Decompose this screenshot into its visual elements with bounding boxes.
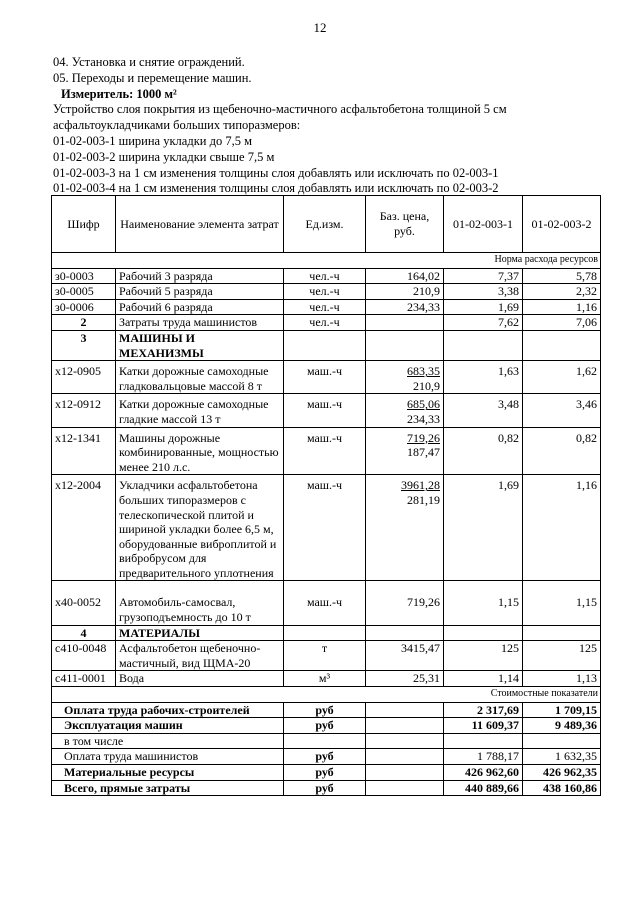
section-code: 4 (52, 625, 116, 641)
value2-cell: 2,32 (523, 284, 601, 300)
unit-cell: чел.-ч (284, 284, 366, 300)
unit-cell: чел.-ч (284, 268, 366, 284)
section-row (52, 315, 601, 331)
value2-cell: 1,62 (523, 361, 601, 394)
value1-cell (444, 625, 523, 641)
description-line: 01-02-003-2 ширина укладки свыше 7,5 м (53, 149, 275, 164)
intro-block (53, 55, 613, 197)
section-name: Затраты труда машинистов (116, 315, 284, 331)
price-cell (366, 427, 444, 475)
measure-unit: Измеритель: 1000 м² (61, 86, 177, 101)
total-name: Оплата труда машинистов (52, 749, 284, 765)
unit-cell: маш.-ч (284, 581, 366, 625)
description-line: 01-02-003-3 на 1 см изменения толщины слоя добавлять или исключать по 02-003-1 (53, 165, 499, 180)
total-value1: 2 317,69 (444, 702, 523, 718)
price-cell: 164,02 (366, 268, 444, 284)
total-value2: 9 489,36 (523, 718, 601, 734)
total-value1: 440 889,66 (444, 780, 523, 796)
value2-cell: 1,15 (523, 581, 601, 625)
table-row (52, 641, 601, 671)
name-cell: Асфальтобетон щебеночно-мастичный, вид ЩМА-20 (116, 641, 284, 671)
section-code: 3 (52, 330, 116, 360)
total-price (366, 780, 444, 796)
section-title: МАТЕРИАЛЫ (116, 625, 284, 641)
total-value1: 11 609,37 (444, 718, 523, 734)
code-cell: з0-0003 (52, 268, 116, 284)
value1-cell: 7,62 (444, 315, 523, 331)
section-code: 2 (52, 315, 116, 331)
totals-row (52, 780, 601, 796)
total-unit: руб (284, 718, 366, 734)
total-value1: 426 962,60 (444, 765, 523, 781)
unit-cell (284, 330, 366, 360)
price-value-secondary: 187,47 (407, 445, 440, 460)
code-cell: с410-0048 (52, 641, 116, 671)
cost-label-row (52, 687, 601, 703)
resource-table (51, 195, 601, 796)
total-unit: руб (284, 780, 366, 796)
cost-label: Стоимостные показатели (52, 687, 601, 703)
table-row (52, 284, 601, 300)
name-cell: Рабочий 6 разряда (116, 299, 284, 315)
unit-cell: чел.-ч (284, 315, 366, 331)
unit-cell: маш.-ч (284, 394, 366, 427)
code-cell: с411-0001 (52, 671, 116, 687)
price-cell: 25,31 (366, 671, 444, 687)
code-cell: з0-0006 (52, 299, 116, 315)
total-price (366, 702, 444, 718)
description-line: 01-02-003-4 на 1 см изменения толщины слоя добавлять или исключать по 02-003-2 (53, 181, 499, 196)
totals-row (52, 718, 601, 734)
header-unit: Ед.изм. (284, 196, 366, 253)
value2-cell: 0,82 (523, 427, 601, 475)
value2-cell: 5,78 (523, 268, 601, 284)
unit-cell: т (284, 641, 366, 671)
name-cell: Машины дорожные комбинированные, мощностью менее 210 л.с. (116, 427, 284, 475)
total-value2: 426 962,35 (523, 765, 601, 781)
price-cell (366, 361, 444, 394)
unit-cell: маш.-ч (284, 427, 366, 475)
table-row (52, 581, 601, 625)
name-cell: Вода (116, 671, 284, 687)
price-cell (366, 475, 444, 581)
price-value-secondary: 210,9 (413, 378, 440, 393)
value2-cell: 1,16 (523, 475, 601, 581)
header-col1: 01-02-003-1 (444, 196, 523, 253)
value2-cell: 1,13 (523, 671, 601, 687)
price-cell: 210,9 (366, 284, 444, 300)
totals-row (52, 702, 601, 718)
header-price: Баз. цена, руб. (366, 196, 444, 253)
code-cell: х40-0052 (52, 581, 116, 625)
intro-line: 05. Переходы и перемещение машин. (53, 70, 252, 85)
table-row (52, 475, 601, 581)
total-unit (284, 733, 366, 749)
value2-cell: 1,16 (523, 299, 601, 315)
total-unit: руб (284, 765, 366, 781)
description-line: 01-02-003-1 ширина укладки до 7,5 м (53, 133, 252, 148)
section-title: МАШИНЫ И МЕХАНИЗМЫ (116, 330, 284, 360)
name-cell: Рабочий 5 разряда (116, 284, 284, 300)
price-cell (366, 315, 444, 331)
price-cell (366, 394, 444, 427)
price-value: 3961,28 (401, 478, 440, 493)
price-cell (366, 330, 444, 360)
total-name: Эксплуатация машин (52, 718, 284, 734)
table-row (52, 299, 601, 315)
price-cell: 234,33 (366, 299, 444, 315)
price-value-secondary: 281,19 (407, 492, 440, 507)
description-line: асфальтоукладчиками больших типоразмеров: (53, 118, 301, 133)
value2-cell: 125 (523, 641, 601, 671)
total-unit: руб (284, 749, 366, 765)
price-value: 719,26 (407, 595, 440, 610)
total-value2: 1 632,35 (523, 749, 601, 765)
value1-cell: 0,82 (444, 427, 523, 475)
unit-cell: чел.-ч (284, 299, 366, 315)
table-row (52, 268, 601, 284)
total-name: в том числе (52, 733, 284, 749)
value2-cell: 7,06 (523, 315, 601, 331)
name-cell: Автомобиль-самосвал, грузоподъемность до 10 т (116, 581, 284, 625)
code-cell: х12-2004 (52, 475, 116, 581)
code-cell: з0-0005 (52, 284, 116, 300)
table-row (52, 671, 601, 687)
total-unit: руб (284, 702, 366, 718)
name-cell: Катки дорожные самоходные гладковальцовые массой 8 т (116, 361, 284, 394)
value1-cell (444, 330, 523, 360)
section-row (52, 625, 601, 641)
name-cell: Катки дорожные самоходные гладкие массой 13 т (116, 394, 284, 427)
table-header-row (52, 196, 601, 253)
name-cell: Рабочий 3 разряда (116, 268, 284, 284)
total-value1: 1 788,17 (444, 749, 523, 765)
description-line: Устройство слоя покрытия из щебеночно-мастичного асфальтобетона толщиной 5 см (53, 102, 507, 117)
totals-row (52, 749, 601, 765)
totals-row (52, 733, 601, 749)
total-price (366, 765, 444, 781)
price-cell (366, 625, 444, 641)
price-value: 683,35 (407, 364, 440, 379)
total-value2 (523, 733, 601, 749)
unit-cell: маш.-ч (284, 475, 366, 581)
code-cell: х12-0912 (52, 394, 116, 427)
price-cell: 3415,47 (366, 641, 444, 671)
total-price (366, 749, 444, 765)
table-row (52, 361, 601, 394)
header-name: Наименование элемента затрат (116, 196, 284, 253)
value1-cell: 3,48 (444, 394, 523, 427)
value1-cell: 1,69 (444, 299, 523, 315)
value2-cell (523, 330, 601, 360)
price-cell (366, 581, 444, 625)
total-name: Оплата труда рабочих-строителей (52, 702, 284, 718)
total-name: Всего, прямые затраты (52, 780, 284, 796)
total-price (366, 733, 444, 749)
norm-label: Норма расхода ресурсов (52, 253, 601, 269)
header-col2: 01-02-003-2 (523, 196, 601, 253)
value1-cell: 125 (444, 641, 523, 671)
total-value2: 438 160,86 (523, 780, 601, 796)
total-value2: 1 709,15 (523, 702, 601, 718)
total-value1 (444, 733, 523, 749)
total-price (366, 718, 444, 734)
price-value: 685,06 (407, 397, 440, 412)
value2-cell: 3,46 (523, 394, 601, 427)
value1-cell: 7,37 (444, 268, 523, 284)
table-row (52, 394, 601, 427)
unit-cell (284, 625, 366, 641)
value1-cell: 1,69 (444, 475, 523, 581)
value1-cell: 3,38 (444, 284, 523, 300)
total-name: Материальные ресурсы (52, 765, 284, 781)
code-cell: х12-0905 (52, 361, 116, 394)
unit-cell: маш.-ч (284, 361, 366, 394)
code-cell: х12-1341 (52, 427, 116, 475)
value1-cell: 1,15 (444, 581, 523, 625)
value1-cell: 1,14 (444, 671, 523, 687)
totals-row (52, 765, 601, 781)
value2-cell (523, 625, 601, 641)
name-cell: Укладчики асфальтобетона больших типоразмеров с телескопической плитой и шириной укладки более 6,5 м, оборудованные виброплитой и вибробрусом для предварительного уплотнения (116, 475, 284, 581)
price-value: 719,26 (407, 430, 440, 445)
price-value-secondary: 234,33 (407, 411, 440, 426)
page-number: 12 (313, 20, 327, 35)
unit-cell: м³ (284, 671, 366, 687)
header-code: Шифр (52, 196, 116, 253)
table-row (52, 427, 601, 475)
section-row (52, 330, 601, 360)
intro-line: 04. Установка и снятие ограждений. (53, 55, 245, 69)
value1-cell: 1,63 (444, 361, 523, 394)
norm-label-row (52, 253, 601, 269)
